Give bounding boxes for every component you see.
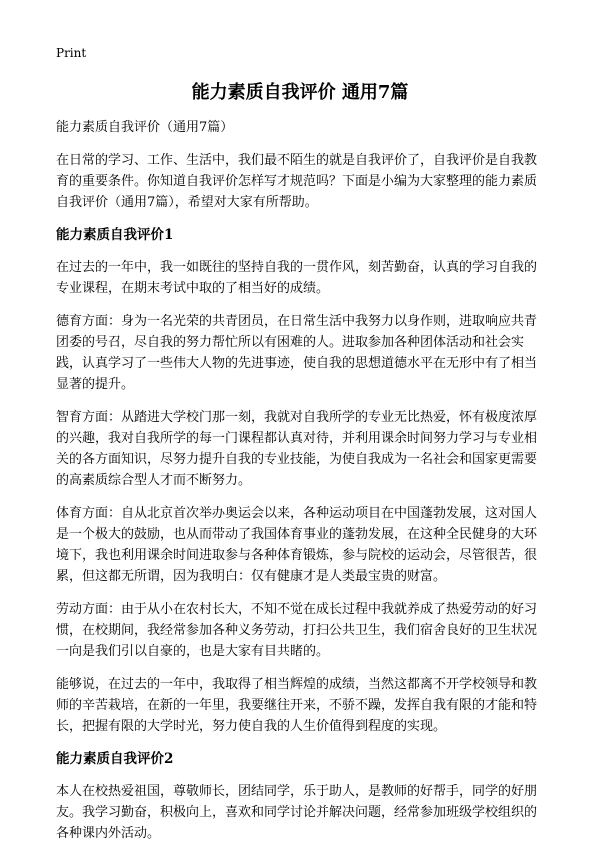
section1-paragraph-6: 能够说，在过去的一年中，我取得了相当辉煌的成绩，当然这都离不开学校领导和教师的辛苦栽培，在新的一年里，我要继往开来，不骄不躁，发挥自我有限的才能和特长，把握有限的大学时光，努力使自我的人生价值得到程度的实现。 [56,677,538,734]
document-subtitle: 能力素质自我评价（通用7篇） [56,120,234,135]
document-title: 能力素质自我评价 通用7篇 [191,82,409,103]
section1-paragraph-4: 体育方面：自从北京首次举办奥运会以来，各种运动项目在中国蓬勃发展，这对国人是一个极大的鼓励，也从而带动了我国体育事业的蓬勃发展，在这种全民健身的大环境下，我也利用课余时间进取参与各种体育锻炼，参与院校的运动会，尽管很苦，很累，但这都无所谓，因为我明白：仅有健康才是人类最宝贵的财富。 [56,506,538,584]
intro-paragraph: 在日常的学习、工作、生活中，我们最不陌生的就是自我评价了，自我评价是自我教育的重要条件。你知道自我评价怎样写才规范吗？下面是小编为大家整理的能力素质自我评价（通用7篇），希望对大家有所帮助。 [56,153,538,210]
section1-paragraph-3: 智育方面：从踏进大学校门那一刻，我就对自我所学的专业无比热爱，怀有极度浓厚的兴趣，我对自我所学的每一门课程都认真对待，并利用课余时间努力学习与专业相关的各方面知识，尽努力提升自我的专业技能，为使自我成为一名社会和国家更需要的高素质综合型人才而不断努力。 [56,410,538,488]
print-label: Print [56,46,87,60]
section1-paragraph-1: 在过去的一年中，我一如既往的坚持自我的一贯作风，刻苦勤奋，认真的学习自我的专业课程，在期末考试中取的了相当好的成绩。 [56,260,538,296]
section-heading-1: 能力素质自我评价1 [56,227,174,243]
document-body [56,118,544,856]
section1-paragraph-2: 德育方面：身为一名光荣的共青团员，在日常生活中我努力以身作则，进取响应共青团委的号召，尽自我的努力帮忙所以有困难的人。进取参加各种团体活动和社会实践，认真学习了一些伟大人物的先进事迹，使自我的思想道德水平在无形中有了相当显著的提升。 [56,314,538,392]
section1-paragraph-5: 劳动方面：由于从小在农村长大，不知不觉在成长过程中我就养成了热爱劳动的好习惯，在校期间，我经常参加各种义务劳动，打扫公共卫生，我们宿舍良好的卫生状况一向是我们引以自豪的，也是大家有目共睹的。 [56,602,538,659]
section2-paragraph-1: 本人在校热爱祖国，尊敬师长，团结同学，乐于助人，是教师的好帮手，同学的好朋友。我学习勤奋，积极向上，喜欢和同学讨论并解决问题，经常参加班级学校组织的各种课内外活动。 [56,784,538,841]
section-heading-2: 能力素质自我评价2 [56,751,174,767]
